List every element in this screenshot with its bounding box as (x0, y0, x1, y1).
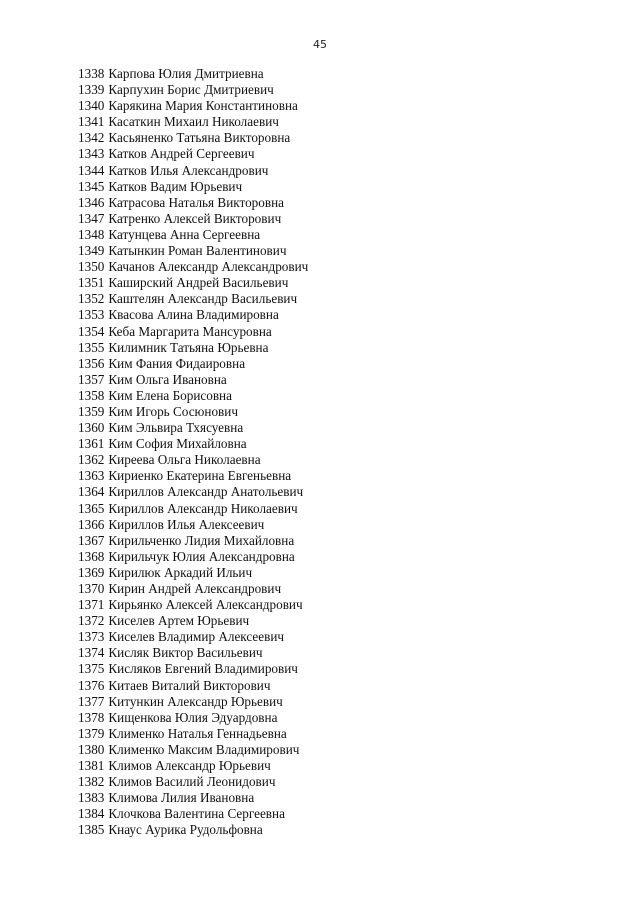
entry-number: 1341 (78, 114, 105, 130)
list-item (78, 565, 308, 581)
entry-number: 1384 (78, 806, 105, 822)
list-item (78, 227, 308, 243)
list-item (78, 629, 308, 645)
list-item (78, 661, 308, 677)
entry-name: Кнаус Аурика Рудольфовна (108, 822, 263, 838)
name-list (78, 66, 308, 839)
list-item (78, 790, 308, 806)
list-item (78, 259, 308, 275)
entry-number: 1349 (78, 243, 105, 259)
entry-name: Климов Александр Юрьевич (108, 758, 271, 774)
entry-number: 1374 (78, 645, 105, 661)
entry-name: Киреева Ольга Николаевна (108, 452, 261, 468)
entry-name: Касаткин Михаил Николаевич (108, 114, 279, 130)
list-item (78, 484, 308, 500)
entry-number: 1376 (78, 677, 105, 693)
list-item (78, 468, 308, 484)
list-item (78, 324, 308, 340)
list-item (78, 774, 308, 790)
list-item (78, 645, 308, 661)
entry-number: 1353 (78, 307, 105, 323)
entry-number: 1385 (78, 822, 105, 838)
list-item (78, 533, 308, 549)
list-item (78, 114, 308, 130)
entry-number: 1370 (78, 581, 105, 596)
entry-number: 1367 (78, 532, 105, 548)
entry-number: 1362 (78, 452, 105, 468)
entry-name: Ким Ольга Ивановна (108, 371, 227, 387)
entry-name: Кирин Андрей Александрович (108, 581, 282, 596)
entry-name: Кириллов Александр Анатольевич (108, 484, 304, 500)
list-item (78, 517, 308, 533)
entry-name: Катрасова Наталья Викторовна (108, 194, 285, 210)
entry-name: Карякина Мария Константиновна (108, 98, 298, 114)
list-item (78, 307, 308, 323)
list-item (78, 66, 308, 82)
entry-name: Касьяненко Татьяна Викторовна (108, 130, 291, 146)
entry-name: Катренко Алексей Викторович (108, 210, 282, 226)
entry-name: Кирилюк Аркадий Ильич (108, 564, 253, 580)
entry-name: Каширский Андрей Васильевич (108, 275, 289, 291)
entry-name: Китаев Виталий Викторович (108, 677, 271, 693)
list-item (78, 388, 308, 404)
entry-number: 1373 (78, 629, 105, 645)
list-item (78, 211, 308, 227)
entry-name: Ким Фания Фидаировна (108, 355, 246, 371)
entry-number: 1356 (78, 355, 105, 371)
entry-number: 1372 (78, 613, 105, 629)
list-item (78, 420, 308, 436)
entry-name: Кириенко Екатерина Евгеньевна (108, 468, 292, 484)
list-item (78, 452, 308, 468)
entry-name: Клименко Наталья Геннадьевна (108, 725, 287, 741)
entry-name: Ким София Михайловна (108, 436, 247, 452)
list-item (78, 742, 308, 758)
entry-name: Ким Елена Борисовна (108, 387, 232, 403)
entry-number: 1359 (78, 403, 105, 419)
entry-number: 1352 (78, 291, 105, 307)
list-item (78, 597, 308, 613)
list-item (78, 581, 308, 597)
list-item (78, 678, 308, 694)
entry-number: 1340 (78, 98, 105, 114)
entry-number: 1351 (78, 275, 105, 291)
entry-number: 1347 (78, 210, 105, 226)
list-item (78, 243, 308, 259)
entry-name: Катунцева Анна Сергеевна (108, 226, 261, 242)
entry-name: Катков Андрей Сергеевич (108, 146, 255, 162)
entry-name: Клименко Максим Владимирович (108, 741, 300, 757)
entry-name: Килимник Татьяна Юрьевна (108, 339, 269, 355)
entry-number: 1361 (78, 436, 105, 452)
entry-name: Катков Илья Александрович (108, 162, 269, 178)
entry-name: Катынкин Роман Валентинович (108, 243, 287, 259)
list-item (78, 82, 308, 98)
entry-number: 1339 (78, 82, 105, 98)
entry-name: Каштелян Александр Васильевич (108, 291, 298, 307)
entry-number: 1345 (78, 178, 105, 194)
entry-name: Киселев Артем Юрьевич (108, 613, 250, 629)
entry-number: 1360 (78, 420, 105, 436)
list-item (78, 758, 308, 774)
entry-number: 1366 (78, 516, 105, 532)
list-item (78, 146, 308, 162)
entry-number: 1342 (78, 130, 105, 146)
entry-number: 1381 (78, 758, 105, 774)
list-item (78, 275, 308, 291)
entry-name: Качанов Александр Александрович (108, 259, 309, 275)
entry-number: 1383 (78, 790, 105, 806)
entry-number: 1371 (78, 597, 105, 613)
entry-number: 1379 (78, 725, 105, 741)
entry-name: Киселев Владимир Алексеевич (108, 629, 285, 645)
entry-name: Карпова Юлия Дмитриевна (108, 66, 264, 81)
list-item (78, 340, 308, 356)
entry-number: 1364 (78, 484, 105, 500)
entry-name: Кирильченко Лидия Михайловна (108, 532, 295, 548)
entry-name: Кирьянко Алексей Александрович (108, 597, 303, 613)
list-item (78, 356, 308, 372)
entry-number: 1377 (78, 693, 105, 709)
entry-number: 1363 (78, 468, 105, 484)
entry-number: 1378 (78, 709, 105, 725)
entry-name: Кеба Маргарита Мансуровна (108, 323, 272, 339)
list-item (78, 726, 308, 742)
entry-number: 1338 (78, 66, 105, 81)
list-item (78, 179, 308, 195)
entry-name: Ким Эльвира Тхясуевна (108, 420, 244, 436)
entry-number: 1365 (78, 500, 105, 516)
list-item (78, 372, 308, 388)
list-item (78, 549, 308, 565)
entry-number: 1368 (78, 548, 105, 564)
entry-name: Кисляков Евгений Владимирович (108, 661, 298, 677)
list-item (78, 710, 308, 726)
list-item (78, 291, 308, 307)
entry-name: Кириллов Александр Николаевич (108, 500, 298, 516)
entry-name: Квасова Алина Владимировна (108, 307, 279, 323)
page-number: 45 (313, 38, 327, 51)
entry-number: 1343 (78, 146, 105, 162)
entry-number: 1358 (78, 387, 105, 403)
list-item (78, 163, 308, 179)
entry-number: 1357 (78, 371, 105, 387)
list-item (78, 195, 308, 211)
entry-name: Кириллов Илья Алексеевич (108, 516, 265, 532)
entry-name: Кищенкова Юлия Эдуардовна (108, 709, 278, 725)
list-item (78, 694, 308, 710)
entry-number: 1348 (78, 226, 105, 242)
entry-name: Климова Лилия Ивановна (108, 790, 255, 806)
entry-number: 1354 (78, 323, 105, 339)
entry-name: Климов Василий Леонидович (108, 774, 276, 790)
entry-name: Кирильчук Юлия Александровна (108, 548, 295, 564)
entry-number: 1380 (78, 741, 105, 757)
list-item (78, 436, 308, 452)
entry-number: 1375 (78, 661, 105, 677)
list-item (78, 404, 308, 420)
entry-number: 1350 (78, 259, 105, 275)
list-item (78, 806, 308, 822)
list-item (78, 613, 308, 629)
entry-number: 1382 (78, 774, 105, 790)
list-item (78, 130, 308, 146)
entry-name: Клочкова Валентина Сергеевна (108, 806, 285, 822)
entry-number: 1346 (78, 194, 105, 210)
entry-name: Китункин Александр Юрьевич (108, 693, 283, 709)
entry-name: Карпухин Борис Дмитриевич (108, 82, 274, 98)
list-item (78, 501, 308, 517)
list-item (78, 98, 308, 114)
entry-name: Катков Вадим Юрьевич (108, 178, 243, 194)
entry-number: 1369 (78, 564, 105, 580)
entry-number: 1344 (78, 162, 105, 178)
entry-name: Ким Игорь Сосюнович (108, 403, 238, 419)
entry-number: 1355 (78, 339, 105, 355)
list-item (78, 822, 308, 838)
entry-name: Кисляк Виктор Васильевич (108, 645, 263, 661)
